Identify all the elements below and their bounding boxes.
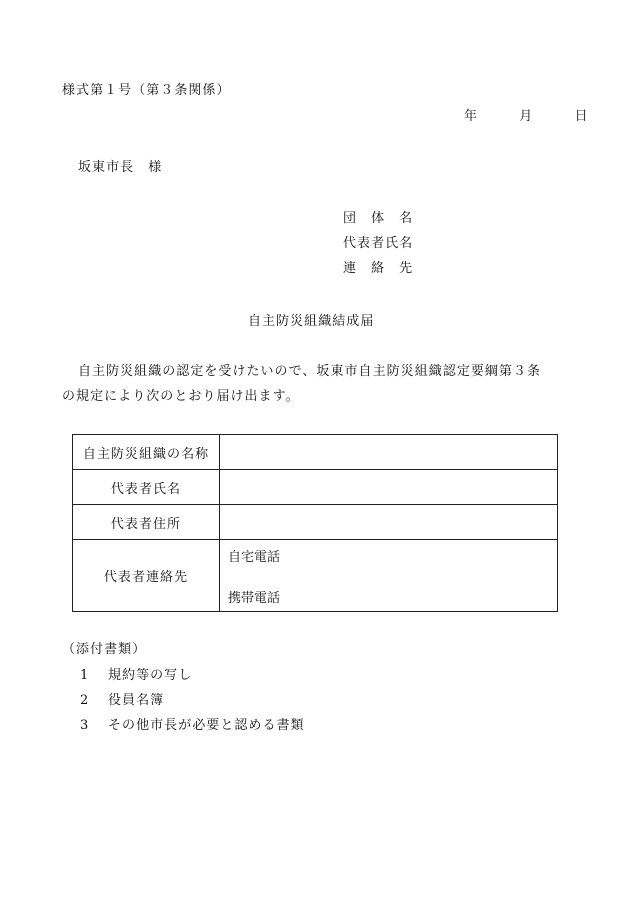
org-name-label: 団 体 名 [343, 211, 414, 226]
addressee: 坂東市長 様 [78, 160, 163, 175]
date-year: 年 [464, 109, 478, 124]
rep-name-cell-value[interactable] [220, 470, 558, 505]
table-row [73, 505, 558, 540]
rep-address-cell-label: 代表者住所 [73, 505, 220, 540]
table-row [73, 435, 558, 470]
date-month: 月 [519, 109, 533, 124]
attachment-number: 1 [80, 668, 90, 683]
date-day: 日 [574, 109, 588, 124]
list-item [80, 694, 164, 707]
representative-label: 代表者氏名 [343, 236, 414, 251]
rep-name-cell-label: 代表者氏名 [73, 470, 220, 505]
table-row [73, 470, 558, 505]
attachment-number: 3 [80, 718, 90, 733]
home-phone-label: 自宅電話 [228, 549, 281, 565]
date-line [464, 110, 588, 123]
org-name-cell-label: 自主防災組織の名称 [73, 435, 220, 470]
form-number: 様式第１号（第３条関係） [62, 83, 231, 98]
table-row [73, 540, 558, 612]
mobile-phone-label: 携帯電話 [228, 590, 281, 606]
rep-address-cell-value[interactable] [220, 505, 558, 540]
document-title: 自主防災組織結成届 [248, 314, 375, 329]
application-table [72, 434, 558, 612]
rep-contact-cell-value[interactable] [220, 540, 558, 612]
attachment-number: 2 [80, 693, 90, 708]
body-line-2: の規定により次のとおり届け出ます。 [62, 389, 300, 404]
attachment-text: 規約等の写し [108, 668, 193, 683]
contact-label: 連 絡 先 [343, 261, 414, 276]
rep-contact-cell-label: 代表者連絡先 [73, 540, 220, 612]
attachment-text: 役員名簿 [108, 693, 165, 708]
list-item [80, 719, 305, 732]
attachment-text: その他市長が必要と認める書類 [108, 718, 305, 733]
list-item [80, 669, 192, 682]
org-name-cell-value[interactable] [220, 435, 558, 470]
attachments-heading: （添付書類） [62, 642, 147, 657]
body-line-1: 自主防災組織の認定を受けたいので、坂東市自主防災組織認定要綱第３条 [78, 364, 542, 379]
